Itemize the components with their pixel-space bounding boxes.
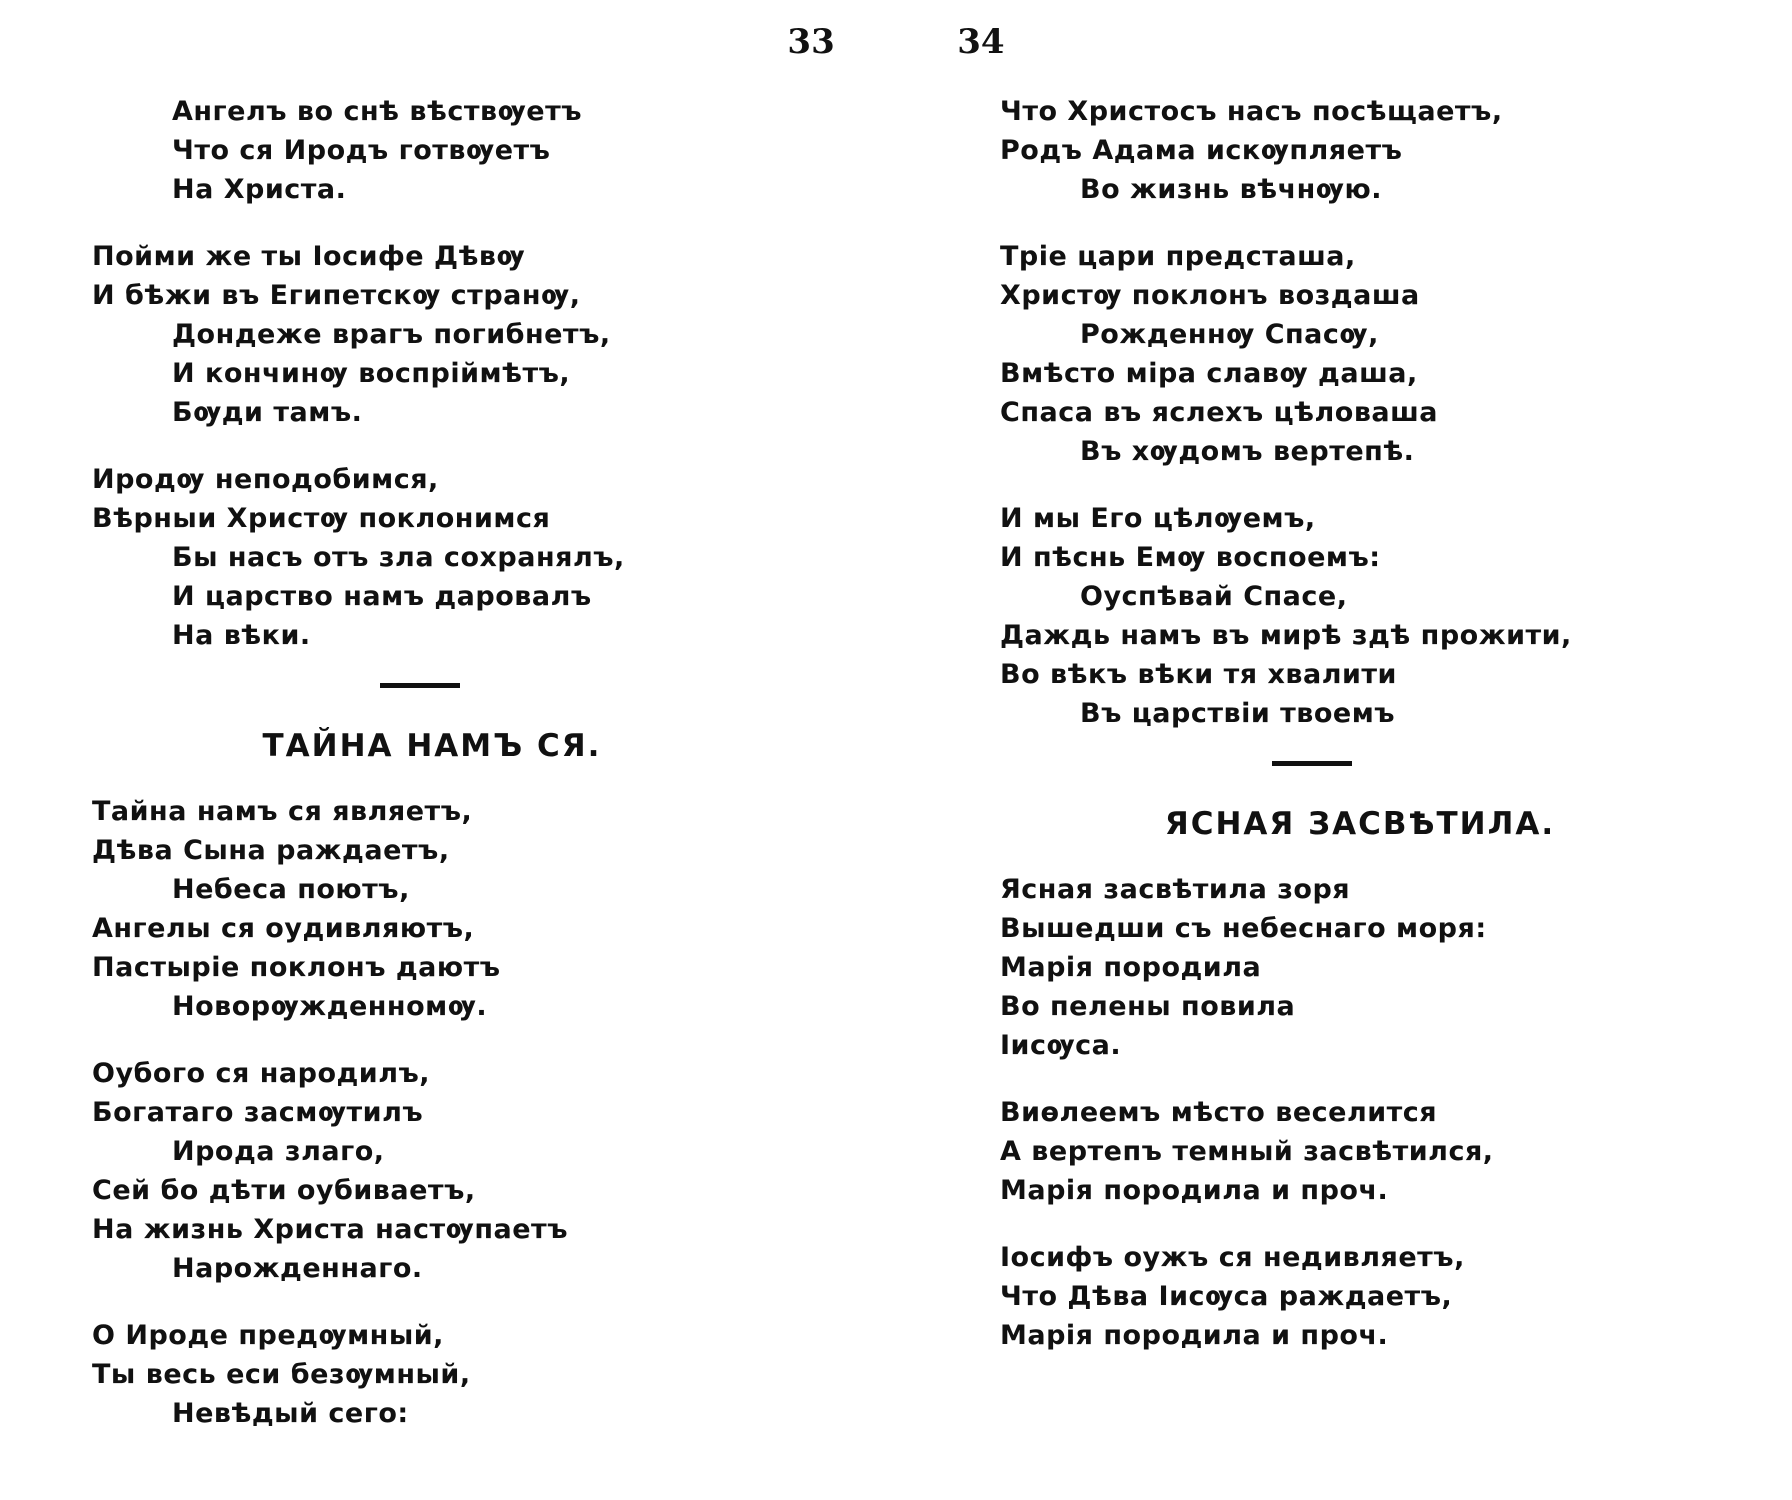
verse-line: Нарожденнаго. [172, 1253, 423, 1284]
verse-line: Ангелъ во снѣ вѣствѹетъ [172, 96, 583, 127]
verse-line: Пастыріе поклонъ даютъ [92, 952, 501, 983]
verse-line: Родъ Адама искѹпляетъ [1000, 135, 1403, 166]
section-divider [1272, 761, 1352, 766]
stanza [1000, 499, 1720, 733]
verse-line: И пѣснь Емѹ воспоемъ: [1000, 542, 1381, 573]
verse-line: Спаса въ яслехъ цѣловаша [1000, 397, 1439, 428]
verse-line: А вертепъ темный засвѣтился, [1000, 1136, 1494, 1167]
stanza [1000, 870, 1720, 1065]
stanza [92, 460, 812, 655]
right-top-stanzas [1000, 92, 1720, 733]
verse-line: Пойми же ты Іосифе Дѣвѹ [92, 241, 526, 272]
verse-line: Іисѹса. [1000, 1030, 1122, 1061]
stanza [1000, 92, 1720, 209]
verse-line: Бѹди тамъ. [172, 397, 363, 428]
verse-line: Богатаго засмѹтилъ [92, 1097, 424, 1128]
verse-line: Виѳлеемъ мѣсто веселится [1000, 1097, 1438, 1128]
section-heading-right: ЯСНАЯ ЗАСВѢТИЛА. [1164, 806, 1556, 842]
verse-line: Оуспѣвай Спасе, [1080, 581, 1348, 612]
verse-line: На Христа. [172, 174, 347, 205]
verse-line: Тайна намъ ся являетъ, [92, 796, 473, 827]
verse-line: Дондеже врагъ погибнетъ, [172, 319, 611, 350]
stanza [92, 92, 812, 209]
verse-line: Что ся Иродъ готвѹетъ [172, 135, 551, 166]
verse-line: Невѣдый сего: [172, 1398, 409, 1429]
verse-line: На вѣки. [172, 620, 311, 651]
right-column [1000, 92, 1720, 1383]
left-bottom-stanzas [92, 792, 812, 1433]
verse-line: И бѣжи въ Египетскѹ странѹ, [92, 280, 581, 311]
verse-line: На жизнь Христа настѹпаетъ [92, 1214, 568, 1245]
page-numbers [0, 22, 1792, 62]
verse-line: Марія породила и проч. [1000, 1320, 1389, 1351]
verse-line: И кончинѹ воспріймѣтъ, [172, 358, 571, 389]
verse-line: Сей бо дѣти оубиваетъ, [92, 1175, 476, 1206]
stanza [1000, 1238, 1720, 1355]
verse-line: Рожденнѹ Спасѹ, [1080, 319, 1379, 350]
verse-line: Ангелы ся оудивляютъ, [92, 913, 475, 944]
verse-line: Оубого ся народилъ, [92, 1058, 431, 1089]
right-bottom-stanzas [1000, 870, 1720, 1355]
stanza [1000, 1093, 1720, 1210]
verse-line: Иродѹ неподобимся, [92, 464, 439, 495]
verse-line: Новорѹжденномѹ. [172, 991, 488, 1022]
stanza [92, 1054, 812, 1288]
verse-line: Марія породила и проч. [1000, 1175, 1389, 1206]
verse-line: Бы насъ отъ зла сохранялъ, [172, 542, 625, 573]
verse-line: О Ироде предѹмный, [92, 1320, 444, 1351]
verse-line: Во вѣкъ вѣки тя хвалити [1000, 659, 1397, 690]
verse-line: Ясная засвѣтила зоря [1000, 874, 1351, 905]
page-number-right: 34 [957, 22, 1005, 62]
stanza [92, 237, 812, 432]
stanza [1000, 237, 1720, 471]
verse-line: Во жизнь вѣчнѹю. [1080, 174, 1382, 205]
verse-line: Христѹ поклонъ воздаша [1000, 280, 1420, 311]
verse-line: Вмѣсто міра славѹ даша, [1000, 358, 1418, 389]
verse-line: Тріе цари предсташа, [1000, 241, 1356, 272]
verse-line: Вѣрныи Христѹ поклонимся [92, 503, 551, 534]
verse-line: Вышедши съ небеснаго моря: [1000, 913, 1487, 944]
section-heading-left: ТАЙНА НАМЪ СЯ. [262, 728, 602, 764]
verse-line: Въ хѹдомъ вертепѣ. [1080, 436, 1415, 467]
verse-line: Даждь намъ въ мирѣ здѣ прожити, [1000, 620, 1572, 651]
verse-line: Что Христосъ насъ посѣщаетъ, [1000, 96, 1503, 127]
verse-line: Ты весь еси безѹмный, [92, 1359, 471, 1390]
verse-line: Іосифъ оужъ ся недивляетъ, [1000, 1242, 1465, 1273]
verse-line: И мы Его цѣлѹемъ, [1000, 503, 1316, 534]
left-top-stanzas [92, 92, 812, 655]
verse-line: Ирода злаго, [172, 1136, 385, 1167]
stanza [92, 792, 812, 1026]
verse-line: Марія породила [1000, 952, 1262, 983]
verse-line: Дѣва Сына раждаетъ, [92, 835, 450, 866]
section-divider [380, 683, 460, 688]
verse-line: Что Дѣва Іисѹса раждаетъ, [1000, 1281, 1453, 1312]
verse-line: Въ царствіи твоемъ [1080, 698, 1396, 729]
verse-line: И царство намъ даровалъ [172, 581, 592, 612]
stanza [92, 1316, 812, 1433]
verse-line: Небеса поютъ, [172, 874, 410, 905]
page-number-left: 33 [787, 22, 835, 62]
left-column [92, 92, 812, 1461]
verse-line: Во пелены повила [1000, 991, 1296, 1022]
